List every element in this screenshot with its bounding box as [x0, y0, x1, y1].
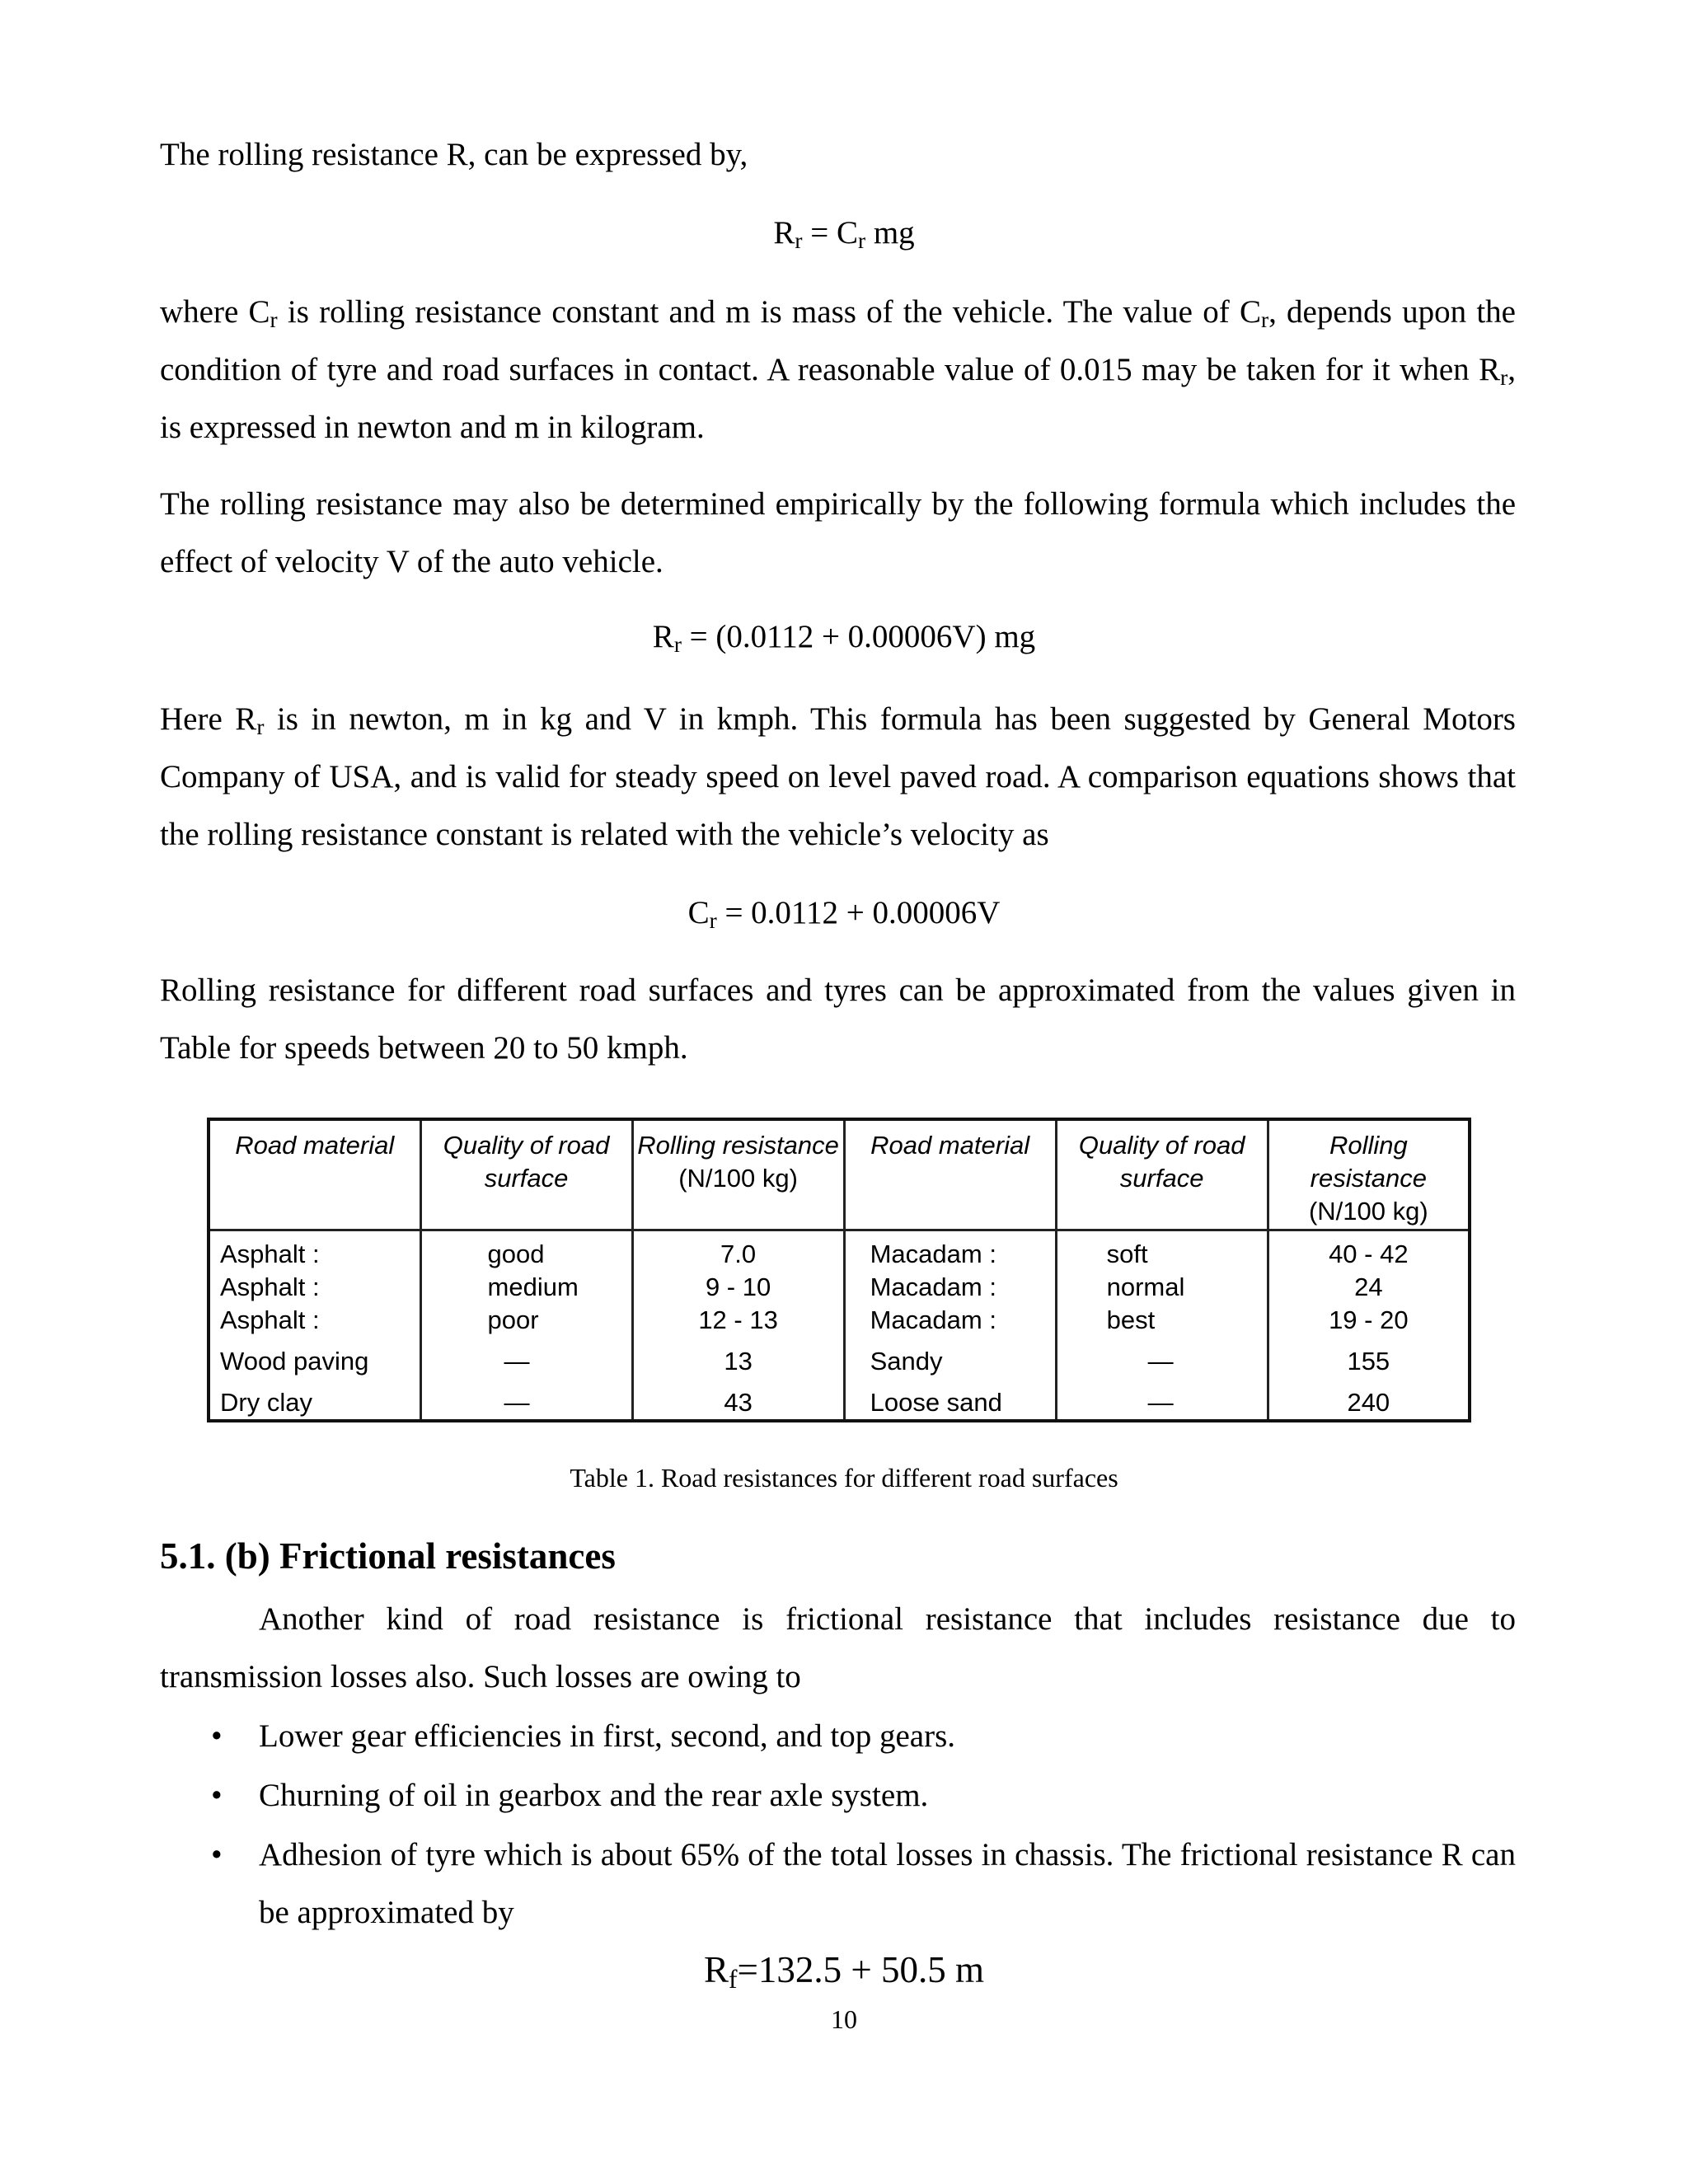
equation-rolling-resistance: $R_r = C_r$ mg [773, 215, 915, 253]
column-material-left: Asphalt : Asphalt : Asphalt : Wood paving Dry clay [209, 1230, 420, 1422]
paragraph-rolling-resistance-intro: The rolling resistance R, can be expressed by, [160, 137, 748, 172]
column-resistance-left: 7.0 9 - 10 12 - 13 13 43 [632, 1230, 844, 1422]
list-item: • Adhesion of tyre which is about 65% of the total losses in chassis. The frictional resistance R can be approximated by [160, 1826, 1516, 1942]
paragraph-frictional-resistance: Another kind of road resistance is frictional resistance that includes resistance due to transmission losses also. Such losses are owing to [160, 1601, 1516, 1694]
paragraph-table-reference: Rolling resistance for different road surfaces and tyres can be approximated from the values given in Table for speeds between 20 to 50 kmph. [160, 972, 1516, 1066]
header-resistance-left: Rolling resistance (N/100 kg) [632, 1119, 844, 1230]
header-quality-right: Quality of road surface [1056, 1119, 1268, 1230]
list-item: • Lower gear efficiencies in first, second, and top gears. [160, 1708, 1516, 1765]
header-road-material-left: Road material [209, 1119, 420, 1230]
paragraph-rolling-constant: where $C_r$ is rolling resistance constant and m is mass of the vehicle. The value of $C_r$, depends upon the condition of tyre and road surfaces in contact. A reasonable value of 0.015 may be taken for it when $R_r$, is expressed in newton and m in kilogram. [160, 294, 1516, 445]
header-resistance-right: Rolling resistance (N/100 kg) [1268, 1119, 1470, 1230]
table-body-row [209, 1230, 1470, 1422]
table-caption: Table 1. Road resistances for different road surfaces [570, 1463, 1118, 1493]
bullet-list [160, 1708, 1516, 1943]
header-road-material-right: Road material [844, 1119, 1056, 1230]
section-heading: 5.1. (b) Frictional resistances [160, 1535, 616, 1577]
paragraph-general-motors: Here $R_r$ is in newton, m in kg and V in kmph. This formula has been suggested by General Motors Company of USA, and is valid for steady speed on level paved road. A comparison equations shows that the rolling resistance constant is related with the vehicle’s velocity as [160, 701, 1516, 852]
list-item: • Churning of oil in gearbox and the rear axle system. [160, 1767, 1516, 1825]
road-resistance-table-grid [207, 1118, 1471, 1422]
road-resistance-table [207, 1118, 1471, 1416]
equation-empirical-rolling-resistance: $R_r = (0.0112 + 0.00006V)$ mg [652, 619, 1036, 657]
bullet-icon: • [211, 1778, 223, 1813]
paragraph-empirical-formula: The rolling resistance may also be determined empirically by the following formula which includes the effect of velocity V of the auto vehicle. [160, 486, 1516, 579]
bullet-icon: • [211, 1837, 223, 1872]
column-material-right: Macadam : Macadam : Macadam : Sandy Loose sand [844, 1230, 1056, 1422]
equation-frictional-resistance: $R_f=132.5 + 50.5$ m [703, 1949, 985, 1994]
column-resistance-right: 40 - 42 24 19 - 20 155 240 [1268, 1230, 1470, 1422]
table-header-row [209, 1119, 1470, 1230]
page-number: 10 [831, 2004, 857, 2034]
column-quality-left: good medium poor — — [420, 1230, 632, 1422]
column-quality-right: soft normal best — — [1056, 1230, 1268, 1422]
header-quality-left: Quality of road surface [420, 1119, 632, 1230]
bullet-icon: • [211, 1718, 223, 1754]
equation-rolling-constant-velocity: $C_r = 0.0112 + 0.00006V$ [687, 895, 1001, 933]
